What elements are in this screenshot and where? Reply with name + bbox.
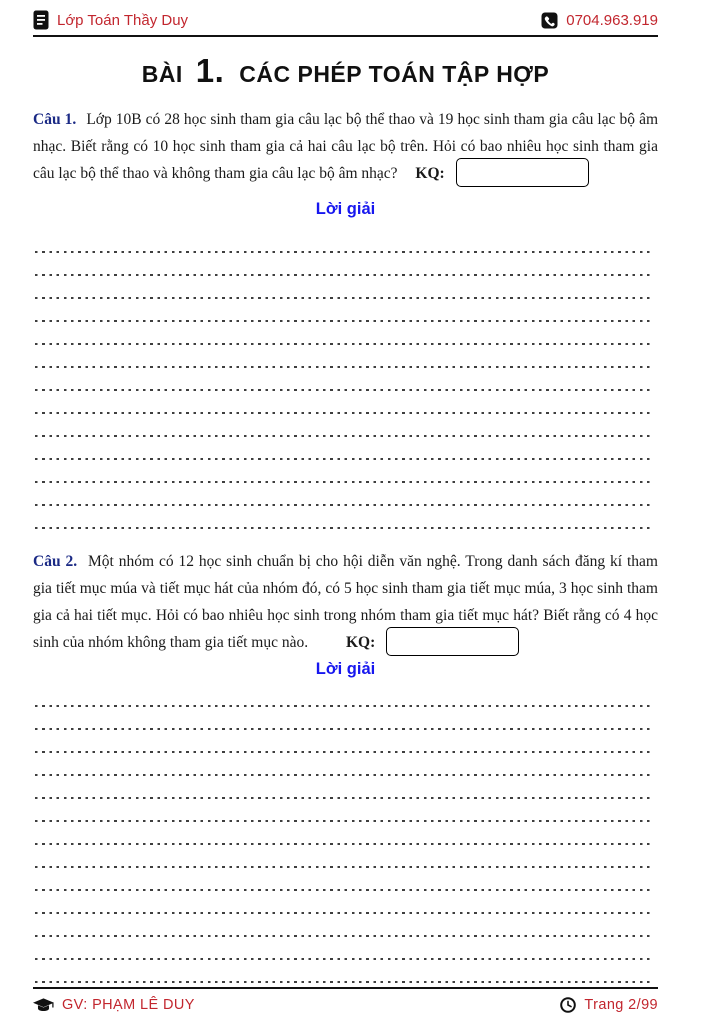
page-footer (33, 987, 658, 1013)
document-icon (33, 10, 49, 30)
dotted-line (33, 279, 658, 302)
dotted-line (33, 302, 658, 325)
graduation-cap-icon (33, 998, 54, 1013)
question-1-answer-box (456, 158, 589, 187)
header-contact (541, 12, 658, 29)
dotted-line (33, 233, 658, 256)
question-2-text: Một nhóm có 12 học sinh chuẩn bị cho hội diễn văn nghệ. Trong danh sách đăng kí tham gia tiết mục múa và tiết mục hát của nhóm đó, có 5 học sinh tham gia tiết mục múa, 3 học sinh tham gia cả hai tiết mục. Hỏi có bao nhiêu học sinh trong nhóm tham gia tiết mục hát? Biết rằng có 4 học sinh của nhóm không tham gia tiết mục nào. (33, 553, 658, 651)
dotted-line (33, 394, 658, 417)
footer-teacher (33, 997, 195, 1013)
dotted-line (33, 348, 658, 371)
question-1-label: Câu 1. (33, 111, 77, 128)
solution-area-1 (33, 233, 658, 532)
dotted-line (33, 486, 658, 509)
question-1-text: Lớp 10B có 28 học sinh tham gia câu lạc bộ thể thao và 19 học sinh tham gia câu lạc bộ âm nhạc. Biết rằng có 10 học sinh tham gia cả hai câu lạc bộ trên. Hỏi có bao nhiêu học sinh tham gia câu lạc bộ thể thao và không tham gia câu lạc bộ âm nhạc? (33, 111, 659, 182)
question-2-label: Câu 2. (33, 553, 78, 570)
dotted-line (33, 440, 658, 463)
dotted-line (33, 733, 658, 756)
header-brand (33, 10, 188, 30)
question-2-kq-label: KQ: (345, 634, 376, 651)
solution-title-1: Lời giải (315, 200, 376, 218)
dotted-line (33, 940, 658, 963)
dotted-line (33, 417, 658, 440)
dotted-line (33, 963, 658, 986)
solution-area-2 (33, 687, 658, 986)
dotted-line (33, 825, 658, 848)
lesson-title-prefix: BÀI (141, 61, 183, 87)
teacher-name: GV: PHẠM LÊ DUY (62, 997, 195, 1013)
dotted-line (33, 371, 658, 394)
page-header (33, 0, 658, 37)
dotted-line (33, 256, 658, 279)
question-2 (33, 548, 658, 656)
lesson-number: 1. (195, 52, 225, 89)
lesson-title (33, 52, 658, 90)
phone-number: 0704.963.919 (566, 11, 658, 29)
question-2-answer-box (386, 627, 519, 656)
brand-text: Lớp Toán Thầy Duy (57, 11, 189, 29)
solution-title-2: Lời giải (315, 660, 376, 678)
dotted-line (33, 917, 658, 940)
dotted-line (33, 710, 658, 733)
lesson-name: CÁC PHÉP TOÁN TẬP HỢP (239, 61, 550, 87)
phone-icon (541, 12, 558, 29)
dotted-line (33, 894, 658, 917)
clock-icon (560, 997, 576, 1013)
page-number: Trang 2/99 (584, 997, 658, 1013)
dotted-line (33, 848, 658, 871)
dotted-line (33, 687, 658, 710)
dotted-line (33, 802, 658, 825)
dotted-line (33, 779, 658, 802)
dotted-line (33, 756, 658, 779)
question-1 (33, 106, 658, 187)
dotted-line (33, 463, 658, 486)
footer-page (560, 997, 658, 1013)
dotted-line (33, 325, 658, 348)
dotted-line (33, 509, 658, 532)
dotted-line (33, 871, 658, 894)
question-1-kq-label: KQ: (415, 165, 445, 182)
